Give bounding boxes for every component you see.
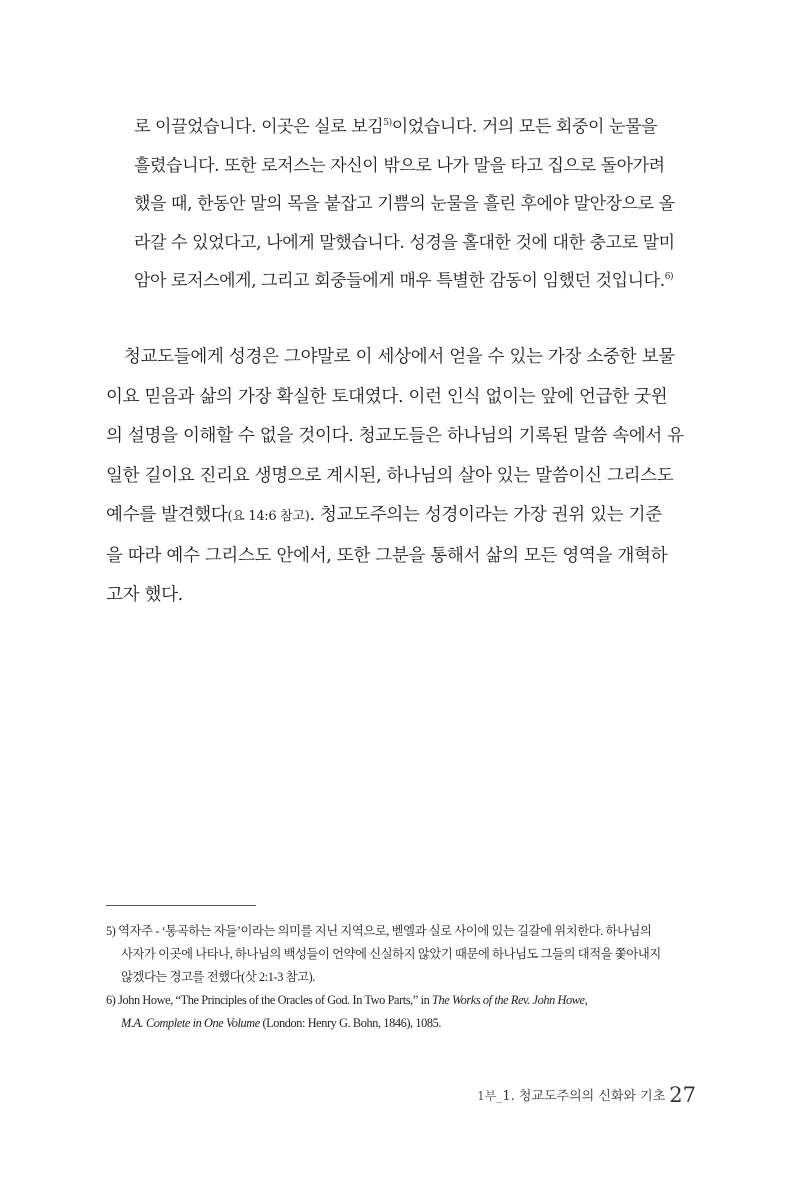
- chapter-title: 1. 청교도주의의 신화와 기초: [502, 1089, 666, 1104]
- book-title: M.A. Complete in One Volume: [121, 1016, 260, 1030]
- paragraph-line: 이요 믿음과 삶의 가장 확실한 토대였다. 이런 인식 없이는 앞에 언급한 굿윈: [106, 386, 668, 407]
- paragraph-line: 고자 했다.: [106, 585, 183, 605]
- footnote-line: 6) John Howe, “The Principles of the Oracles of God. In Two Parts,” in The Works of the Rev. John Howe,: [106, 993, 588, 1007]
- paragraph-line: 일한 길이요 진리요 생명으로 계시된, 하나님의 살아 있는 말씀이신 그리스도: [106, 465, 674, 486]
- paragraph-line: 예수를 발견했다(요 14:6 참고). 청교도주의는 성경이라는 가장 권위 있는 기준: [106, 505, 662, 525]
- book-title: The Works of the Rev. John Howe,: [432, 993, 588, 1007]
- part-label: 1부_: [477, 1089, 503, 1103]
- paragraph-line: 의 설명을 이해할 수 없을 것이다. 청교도들은 하나님의 기록된 말씀 속에서 유: [106, 426, 684, 446]
- quote-line: 암아 로저스에게, 그리고 회중들에게 매우 특별한 감동이 임했던 것입니다.$^{6)}$: [134, 271, 674, 291]
- footnote-line: M.A. Complete in One Volume (London: Henry G. Bohn, 1846), 1085.: [121, 1016, 442, 1030]
- quote-line: 했을 때, 한동안 말의 목을 붙잡고 기쁨의 눈물을 흘린 후에야 말안장으로 올: [134, 194, 675, 214]
- paragraph-line: 을 따라 예수 그리스도 안에서, 또한 그분을 통해서 삶의 모든 영역을 개혁하: [106, 545, 668, 566]
- footnote-divider: [106, 905, 256, 906]
- footnote-line: 사자가 이곳에 나타나, 하나님의 백성들이 언약에 신실하지 않았기 때문에 하나님도 그들의 대적을 쫓아내지: [121, 947, 661, 961]
- page-number: 27: [669, 1083, 696, 1107]
- footnote-ref-6[interactable]: 6): [664, 272, 674, 282]
- block-quote: [134, 108, 694, 301]
- footnote-5: [106, 920, 702, 989]
- scripture-reference: (요 14:6 참고): [227, 509, 310, 524]
- page-footer: [477, 1083, 696, 1107]
- body-paragraph: [106, 338, 698, 616]
- footnote-line: 5) 역자주 - ‘통곡하는 자들’이라는 의미를 지닌 지역으로, 벧엘과 실로 사이에 있는 길갈에 위치한다. 하나님의: [106, 924, 652, 938]
- footnote-line: 않겠다는 경고를 전했다(삿 2:1-3 참고).: [121, 970, 315, 984]
- footnote-ref-5[interactable]: 5): [383, 118, 392, 128]
- footnote-6: [106, 989, 702, 1035]
- quote-line: 흘렸습니다. 또한 로저스는 자신이 밖으로 나가 말을 타고 집으로 돌아가려: [134, 155, 665, 176]
- quote-line: 라갈 수 있었다고, 나에게 말했습니다. 성경을 홀대한 것에 대한 충고로 말미: [134, 232, 675, 253]
- footnotes: [106, 920, 702, 1035]
- quote-line: 로 이끌었습니다. 이곳은 실로 보김$^{5)}$이었습니다. 거의 모든 회중이 눈물을: [134, 117, 658, 137]
- paragraph-line: 청교도들에게 성경은 그야말로 이 세상에서 얻을 수 있는 가장 소중한 보물: [124, 347, 675, 367]
